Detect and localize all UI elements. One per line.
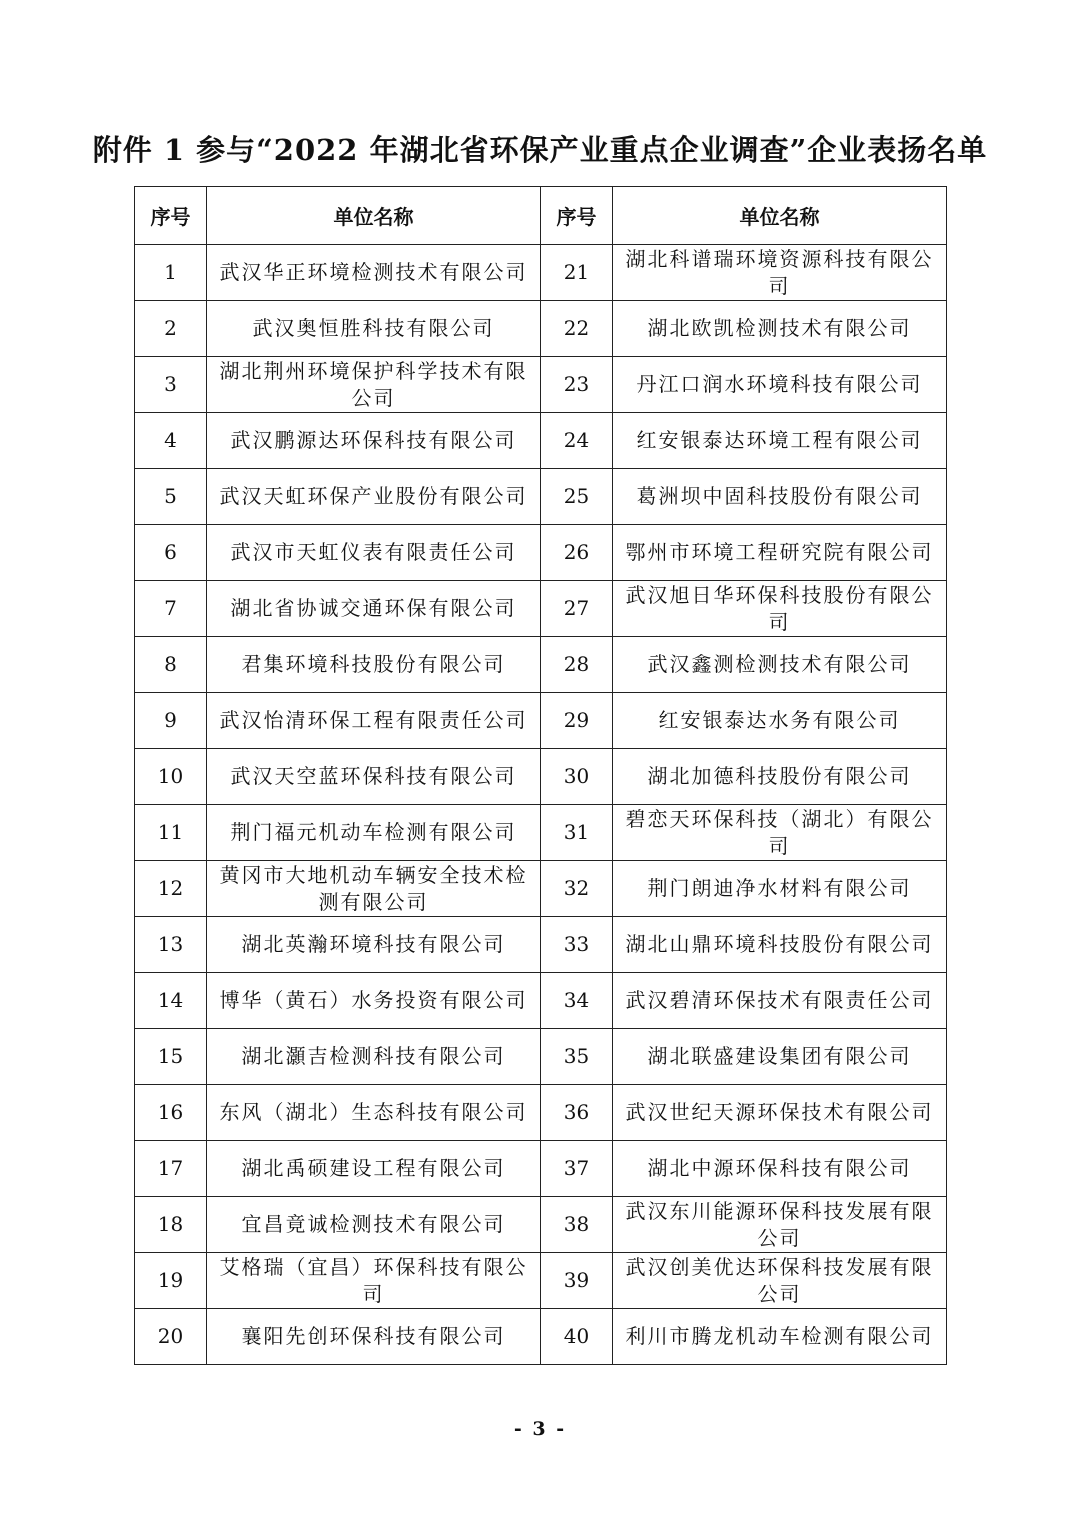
table-row — [135, 413, 947, 469]
table-row — [135, 1253, 947, 1309]
header-serial-right: 序号 — [541, 187, 613, 245]
serial-cell: 14 — [135, 973, 207, 1029]
serial-cell: 10 — [135, 749, 207, 805]
company-name-cell: 宜昌竟诚检测技术有限公司 — [207, 1197, 541, 1253]
company-name-cell: 红安银泰达环境工程有限公司 — [613, 413, 947, 469]
serial-cell: 19 — [135, 1253, 207, 1309]
serial-cell: 9 — [135, 693, 207, 749]
company-name-cell: 武汉奥恒胜科技有限公司 — [207, 301, 541, 357]
company-name-cell: 丹江口润水环境科技有限公司 — [613, 357, 947, 413]
header-serial-left: 序号 — [135, 187, 207, 245]
serial-cell: 36 — [541, 1085, 613, 1141]
company-name-cell: 博华（黄石）水务投资有限公司 — [207, 973, 541, 1029]
serial-cell: 13 — [135, 917, 207, 973]
serial-cell: 29 — [541, 693, 613, 749]
table-row — [135, 581, 947, 637]
company-name-cell: 武汉碧清环保技术有限责任公司 — [613, 973, 947, 1029]
company-list-table — [134, 186, 947, 1365]
serial-cell: 2 — [135, 301, 207, 357]
table-row — [135, 693, 947, 749]
company-name-cell: 黄冈市大地机动车辆安全技术检测有限公司 — [207, 861, 541, 917]
serial-cell: 24 — [541, 413, 613, 469]
company-name-cell: 荆门朗迪净水材料有限公司 — [613, 861, 947, 917]
company-name-cell: 艾格瑞（宜昌）环保科技有限公司 — [207, 1253, 541, 1309]
serial-cell: 11 — [135, 805, 207, 861]
table-row — [135, 1309, 947, 1365]
serial-cell: 30 — [541, 749, 613, 805]
company-name-cell: 武汉东川能源环保科技发展有限公司 — [613, 1197, 947, 1253]
company-name-cell: 鄂州市环境工程研究院有限公司 — [613, 525, 947, 581]
serial-cell: 6 — [135, 525, 207, 581]
company-name-cell: 东风（湖北）生态科技有限公司 — [207, 1085, 541, 1141]
serial-cell: 37 — [541, 1141, 613, 1197]
serial-cell: 27 — [541, 581, 613, 637]
table-row — [135, 1141, 947, 1197]
page-number: - 3 - — [513, 1418, 567, 1440]
serial-cell: 12 — [135, 861, 207, 917]
company-name-cell: 湖北欧凯检测技术有限公司 — [613, 301, 947, 357]
serial-cell: 31 — [541, 805, 613, 861]
serial-cell: 28 — [541, 637, 613, 693]
serial-cell: 23 — [541, 357, 613, 413]
company-name-cell: 红安银泰达水务有限公司 — [613, 693, 947, 749]
company-name-cell: 湖北科谱瑞环境资源科技有限公司 — [613, 245, 947, 301]
serial-cell: 33 — [541, 917, 613, 973]
company-name-cell: 湖北英瀚环境科技有限公司 — [207, 917, 541, 973]
company-name-cell: 武汉市天虹仪表有限责任公司 — [207, 525, 541, 581]
company-name-cell: 武汉怡清环保工程有限责任公司 — [207, 693, 541, 749]
serial-cell: 17 — [135, 1141, 207, 1197]
serial-cell: 39 — [541, 1253, 613, 1309]
table-row — [135, 973, 947, 1029]
table-row — [135, 749, 947, 805]
table-row — [135, 357, 947, 413]
company-name-cell: 武汉世纪天源环保技术有限公司 — [613, 1085, 947, 1141]
serial-cell: 32 — [541, 861, 613, 917]
serial-cell: 26 — [541, 525, 613, 581]
table-row — [135, 805, 947, 861]
serial-cell: 5 — [135, 469, 207, 525]
table-row — [135, 917, 947, 973]
table-row — [135, 469, 947, 525]
serial-cell: 3 — [135, 357, 207, 413]
table-row — [135, 1085, 947, 1141]
serial-cell: 7 — [135, 581, 207, 637]
company-name-cell: 君集环境科技股份有限公司 — [207, 637, 541, 693]
company-name-cell: 湖北禹硕建设工程有限公司 — [207, 1141, 541, 1197]
table-row — [135, 1197, 947, 1253]
company-name-cell: 湖北灝吉检测科技有限公司 — [207, 1029, 541, 1085]
serial-cell: 40 — [541, 1309, 613, 1365]
serial-cell: 16 — [135, 1085, 207, 1141]
serial-cell: 18 — [135, 1197, 207, 1253]
serial-cell: 25 — [541, 469, 613, 525]
table-header-row — [135, 187, 947, 245]
serial-cell: 8 — [135, 637, 207, 693]
company-name-cell: 武汉创美优达环保科技发展有限公司 — [613, 1253, 947, 1309]
serial-cell: 1 — [135, 245, 207, 301]
table-row — [135, 525, 947, 581]
table-row — [135, 1029, 947, 1085]
company-name-cell: 武汉天空蓝环保科技有限公司 — [207, 749, 541, 805]
serial-cell: 4 — [135, 413, 207, 469]
header-name-right: 单位名称 — [613, 187, 947, 245]
company-name-cell: 葛洲坝中固科技股份有限公司 — [613, 469, 947, 525]
table-row — [135, 301, 947, 357]
company-name-cell: 襄阳先创环保科技有限公司 — [207, 1309, 541, 1365]
company-name-cell: 湖北联盛建设集团有限公司 — [613, 1029, 947, 1085]
company-name-cell: 湖北省协诚交通环保有限公司 — [207, 581, 541, 637]
company-name-cell: 湖北中源环保科技有限公司 — [613, 1141, 947, 1197]
header-name-left: 单位名称 — [207, 187, 541, 245]
company-name-cell: 武汉华正环境检测技术有限公司 — [207, 245, 541, 301]
company-name-cell: 湖北山鼎环境科技股份有限公司 — [613, 917, 947, 973]
table-row — [135, 637, 947, 693]
serial-cell: 21 — [541, 245, 613, 301]
company-name-cell: 武汉天虹环保产业股份有限公司 — [207, 469, 541, 525]
serial-cell: 34 — [541, 973, 613, 1029]
company-name-cell: 荆门福元机动车检测有限公司 — [207, 805, 541, 861]
company-name-cell: 武汉鑫测检测技术有限公司 — [613, 637, 947, 693]
company-name-cell: 利川市腾龙机动车检测有限公司 — [613, 1309, 947, 1365]
page-title: 附件 1 参与“2022 年湖北省环保产业重点企业调查”企业表扬名单 — [92, 133, 988, 167]
company-name-cell: 湖北加德科技股份有限公司 — [613, 749, 947, 805]
table-row — [135, 861, 947, 917]
company-name-cell: 武汉旭日华环保科技股份有限公司 — [613, 581, 947, 637]
company-name-cell: 湖北荆州环境保护科学技术有限公司 — [207, 357, 541, 413]
table-row — [135, 245, 947, 301]
serial-cell: 15 — [135, 1029, 207, 1085]
serial-cell: 22 — [541, 301, 613, 357]
serial-cell: 38 — [541, 1197, 613, 1253]
company-name-cell: 碧恋天环保科技（湖北）有限公司 — [613, 805, 947, 861]
serial-cell: 35 — [541, 1029, 613, 1085]
serial-cell: 20 — [135, 1309, 207, 1365]
company-name-cell: 武汉鹏源达环保科技有限公司 — [207, 413, 541, 469]
